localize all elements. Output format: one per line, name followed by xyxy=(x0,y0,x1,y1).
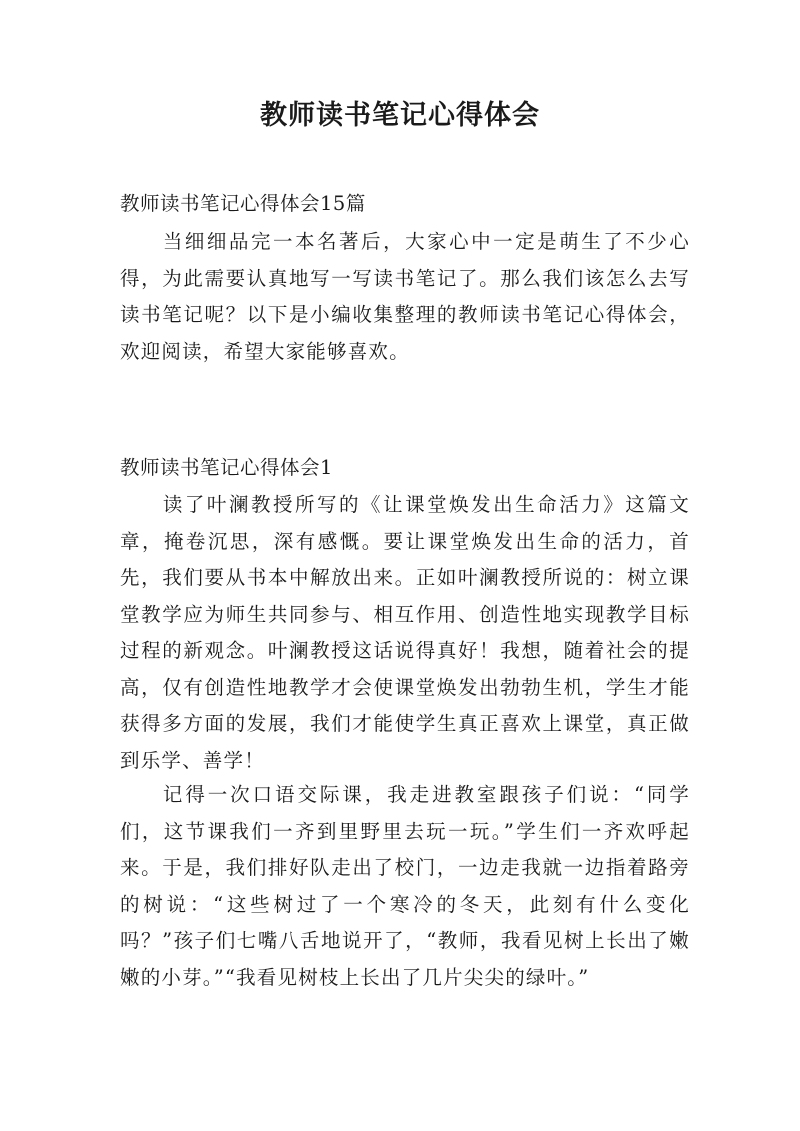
intro-paragraph: 当细细品完一本名著后，大家心中一定是萌生了不少心得，为此需要认真地写一写读书笔记了。那么我们该怎么去写读书笔记呢？以下是小编收集整理的教师读书笔记心得体会，欢迎阅读，希望大家能够喜欢。 xyxy=(120,230,690,363)
article-1-paragraph-2: 记得一次口语交际课，我走进教室跟孩子们说：“同学们，这节课我们一齐到里野里去玩一玩。”学生们一齐欢呼起来。于是，我们排好队走出了校门，一边走我就一边指着路旁的树说：“这些树过了一个寒冷的冬天，此刻有什么变化吗？”孩子们七嘴八舌地说开了，“教师，我看见树上长出了嫩嫩的小芽。”“我看见树枝上长出了几片尖尖的绿叶。” xyxy=(120,783,690,989)
document-title: 教师读书笔记心得体会 xyxy=(260,100,540,131)
article-1-paragraph-1: 读了叶澜教授所写的《让课堂焕发出生命活力》这篇文章，掩卷沉思，深有感慨。要让课堂焕发出生命的活力，首先，我们要从书本中解放出来。正如叶澜教授所说的：树立课堂教学应为师生共同参与、相互作用、创造性地实现教学目标过程的新观念。叶澜教授这话说得真好！我想，随着社会的提高，仅有创造性地教学才会使课堂焕发出勃勃生机，学生才能获得多方面的发展，我们才能使学生真正喜欢上课堂，真正做到乐学、善学！ xyxy=(120,493,690,772)
article-1-heading: 教师读书笔记心得体会1 xyxy=(120,456,333,479)
intro-heading: 教师读书笔记心得体会15篇 xyxy=(120,192,366,215)
